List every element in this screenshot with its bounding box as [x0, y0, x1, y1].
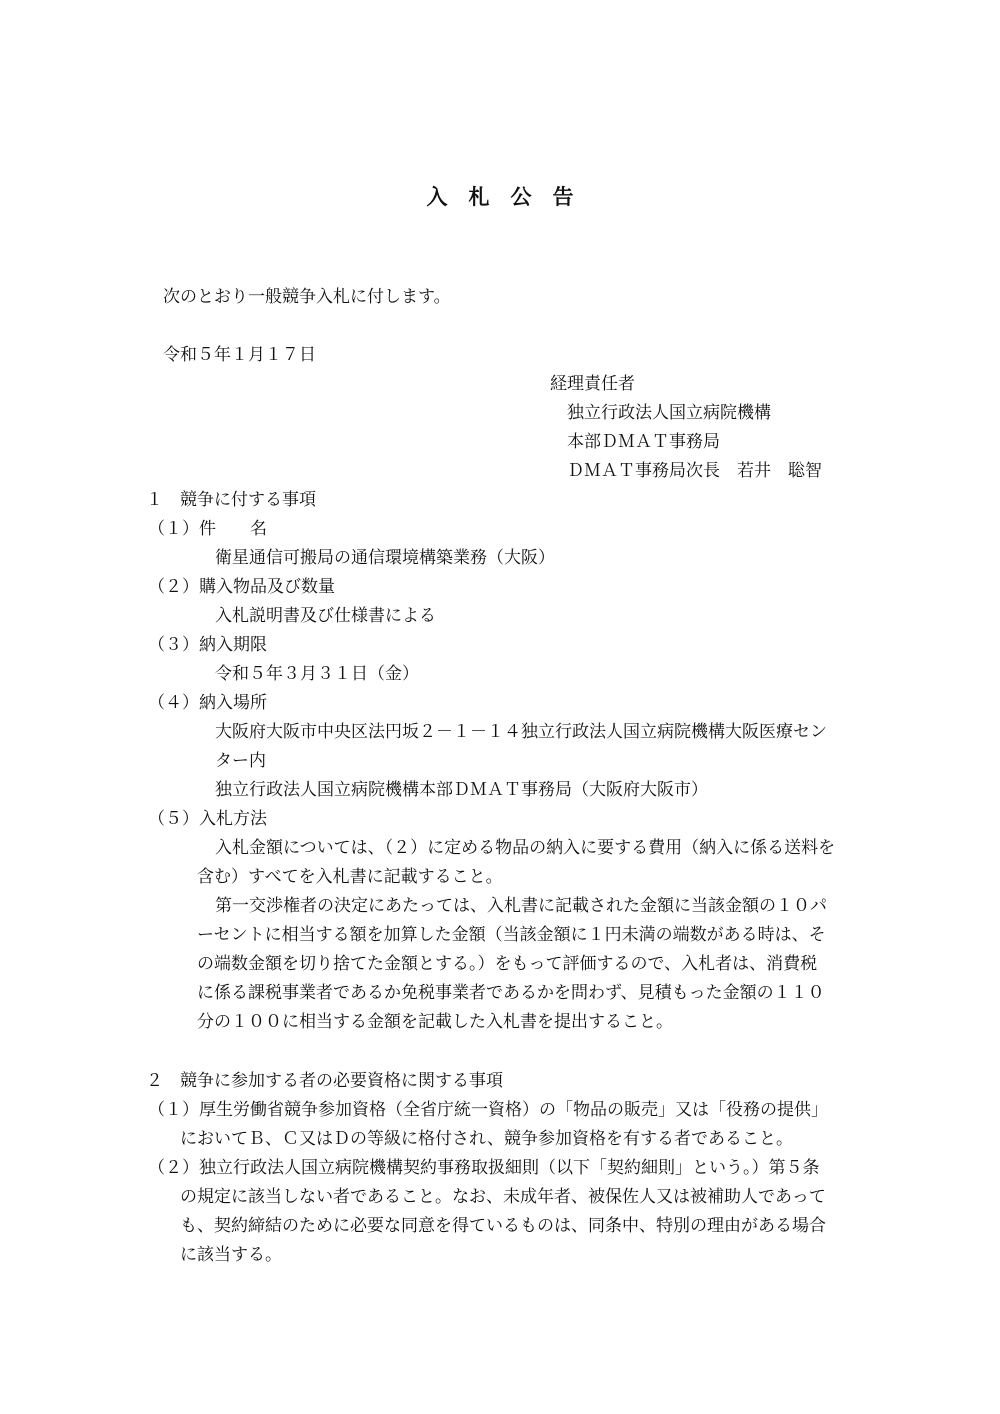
signatory-dept: 本部ＤＭＡＴ事務局 — [567, 432, 720, 452]
signatory-person: ＤＭＡＴ事務局次長 若井 聡智 — [567, 461, 822, 481]
item-text-location-line: 独立行政法人国立病院機構本部ＤＭＡＴ事務局（大阪府大阪市） — [215, 780, 708, 800]
item-text-location-line: 大阪府大阪市中央区法円坂２－１－１４独立行政法人国立病院機構大阪医療セン — [215, 722, 827, 742]
item-label-location: （４）納入場所 — [148, 693, 267, 713]
item-label-goods: （２）購入物品及び数量 — [148, 577, 335, 597]
qualification-item-line: の規定に該当しない者であること。なお、未成年者、被保佐人又は被補助人であって — [180, 1187, 826, 1207]
signatory-org: 独立行政法人国立病院機構 — [567, 403, 771, 423]
item-text-method-line: ーセントに相当する額を加算した金額（当該金額に１円未満の端数がある時は、そ — [197, 925, 826, 945]
qualification-item-line: においてＢ、Ｃ又はＤの等級に格付され、競争参加資格を有する者であること。 — [180, 1129, 794, 1149]
page-title: 入 札 公 告 — [426, 184, 574, 209]
item-text-method-line: に係る課税事業者であるか免税事業者であるかを問わず、見積もった金額の１１０ — [197, 983, 825, 1003]
item-text-method-line: 分の１００に相当する金額を記載した入札書を提出すること。 — [197, 1012, 673, 1032]
qualification-item-line: （２）独立行政法人国立病院機構契約事務取扱細則（以下「契約細則」という。）第５条 — [148, 1158, 820, 1178]
item-text-goods: 入札説明書及び仕様書による — [215, 606, 436, 626]
item-text-method-line: 含む）すべてを入札書に記載すること。 — [197, 867, 503, 887]
qualification-item-line: も、契約締結のために必要な同意を得ているものは、同条中、特別の理由がある場合 — [180, 1216, 826, 1236]
section-1-heading: １ 競争に付する事項 — [146, 490, 316, 510]
item-label-deadline: （３）納入期限 — [148, 635, 267, 655]
signatory-role: 経理責任者 — [550, 374, 635, 394]
qualification-item-line: に該当する。 — [180, 1245, 282, 1265]
item-text-method-line: の端数金額を切り捨てた金額とする。）をもって評価するので、入札者は、消費税 — [197, 954, 818, 974]
intro-text: 次のとおり一般競争入札に付します。 — [163, 287, 451, 307]
item-label-method: （５）入札方法 — [148, 809, 267, 829]
item-text-deadline: 令和５年３月３１日（金） — [215, 664, 419, 684]
section-2-heading: ２ 競争に参加する者の必要資格に関する事項 — [146, 1071, 503, 1091]
announcement-date: 令和５年１月１７日 — [163, 345, 316, 365]
qualification-item-line: （１）厚生労働省競争参加資格（全省庁統一資格）の「物品の販売」又は「役務の提供」 — [148, 1100, 828, 1120]
item-text-subject: 衛星通信可搬局の通信環境構築業務（大阪） — [215, 548, 555, 568]
item-text-method-line: 第一交渉権者の決定にあたっては、入札書に記載された金額に当該金額の１０パ — [215, 896, 827, 916]
item-text-method-line: 入札金額については、（２）に定める物品の納入に要する費用（納入に係る送料を — [215, 838, 836, 858]
item-label-subject: （１）件 名 — [148, 519, 267, 539]
item-text-location-line: ター内 — [215, 751, 266, 771]
